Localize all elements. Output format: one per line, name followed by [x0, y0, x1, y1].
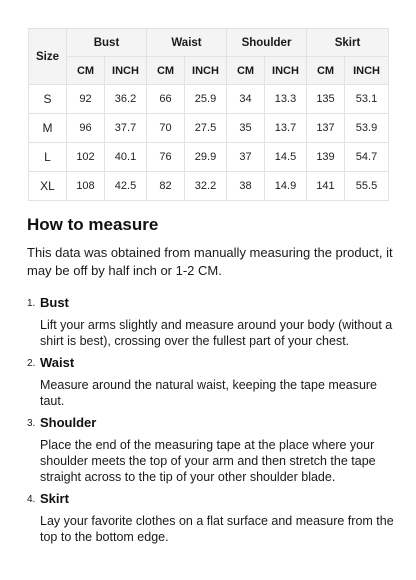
table-cell: 53.9: [345, 114, 389, 143]
unit-header-cm: CM: [67, 57, 105, 85]
step-number: 2.: [27, 358, 36, 369]
size-cell: S: [29, 85, 67, 114]
how-to-measure-title: How to measure: [27, 215, 159, 234]
unit-header-inch: INCH: [105, 57, 147, 85]
unit-header-cm: CM: [307, 57, 345, 85]
size-chart-table: [28, 28, 389, 201]
bust-group-header: Bust: [67, 29, 147, 57]
table-cell: 25.9: [185, 85, 227, 114]
table-cell: 55.5: [345, 172, 389, 201]
table-cell: 13.7: [265, 114, 307, 143]
step-title-bust: Bust: [40, 295, 69, 310]
table-cell: 35: [227, 114, 265, 143]
table-cell: 29.9: [185, 143, 227, 172]
shoulder-group-header: Shoulder: [227, 29, 307, 57]
table-cell: 37.7: [105, 114, 147, 143]
size-column-header: Size: [29, 29, 67, 85]
table-cell: 137: [307, 114, 345, 143]
step-title-shoulder: Shoulder: [40, 415, 97, 430]
how-to-measure-intro: This data was obtained from manually measuring the product, it may be off by half inch or 1-2 CM.: [27, 245, 393, 278]
table-row: [29, 143, 389, 172]
skirt-group-header: Skirt: [307, 29, 389, 57]
table-cell: 32.2: [185, 172, 227, 201]
waist-group-header: Waist: [147, 29, 227, 57]
table-unit-header-row: [29, 57, 389, 85]
table-cell: 42.5: [105, 172, 147, 201]
table-cell: 37: [227, 143, 265, 172]
measure-steps-list: [27, 295, 395, 545]
unit-header-inch: INCH: [265, 57, 307, 85]
unit-header-cm: CM: [227, 57, 265, 85]
table-group-header-row: [29, 29, 389, 57]
table-cell: 54.7: [345, 143, 389, 172]
table-cell: 27.5: [185, 114, 227, 143]
table-cell: 82: [147, 172, 185, 201]
step-number: 3.: [27, 418, 36, 429]
list-item: [27, 491, 395, 545]
step-text-skirt: Lay your favorite clothes on a flat surface and measure from the top to the bottom edge.: [40, 514, 394, 544]
table-cell: 38: [227, 172, 265, 201]
table-cell: 76: [147, 143, 185, 172]
table-cell: 14.9: [265, 172, 307, 201]
table-cell: 40.1: [105, 143, 147, 172]
step-number: 4.: [27, 494, 36, 505]
table-cell: 141: [307, 172, 345, 201]
step-title-waist: Waist: [40, 355, 75, 370]
list-item: [27, 355, 395, 409]
table-cell: 96: [67, 114, 105, 143]
table-cell: 92: [67, 85, 105, 114]
unit-header-inch: INCH: [345, 57, 389, 85]
list-item: [27, 415, 395, 485]
table-cell: 34: [227, 85, 265, 114]
table-cell: 53.1: [345, 85, 389, 114]
table-cell: 70: [147, 114, 185, 143]
unit-header-inch: INCH: [185, 57, 227, 85]
step-text-bust: Lift your arms slightly and measure around your body (without a shirt is best), crossing over the fullest part of your chest.: [40, 318, 393, 348]
table-row: [29, 85, 389, 114]
list-item: [27, 295, 395, 349]
how-to-measure-section: [27, 214, 395, 551]
table-cell: 66: [147, 85, 185, 114]
step-text-waist: Measure around the natural waist, keeping the tape measure taut.: [40, 378, 378, 408]
step-number: 1.: [27, 298, 36, 309]
size-cell: XL: [29, 172, 67, 201]
step-title-skirt: Skirt: [40, 491, 69, 506]
table-cell: 139: [307, 143, 345, 172]
table-cell: 135: [307, 85, 345, 114]
table-row: [29, 114, 389, 143]
table-cell: 14.5: [265, 143, 307, 172]
table-cell: 36.2: [105, 85, 147, 114]
size-cell: M: [29, 114, 67, 143]
table-cell: 108: [67, 172, 105, 201]
table-cell: 13.3: [265, 85, 307, 114]
size-cell: L: [29, 143, 67, 172]
table-row: [29, 172, 389, 201]
table-cell: 102: [67, 143, 105, 172]
step-text-shoulder: Place the end of the measuring tape at the place where your shoulder meets the top of your arm and then stretch the tape straight across to the tip of your other shoulder blade.: [40, 438, 376, 484]
unit-header-cm: CM: [147, 57, 185, 85]
